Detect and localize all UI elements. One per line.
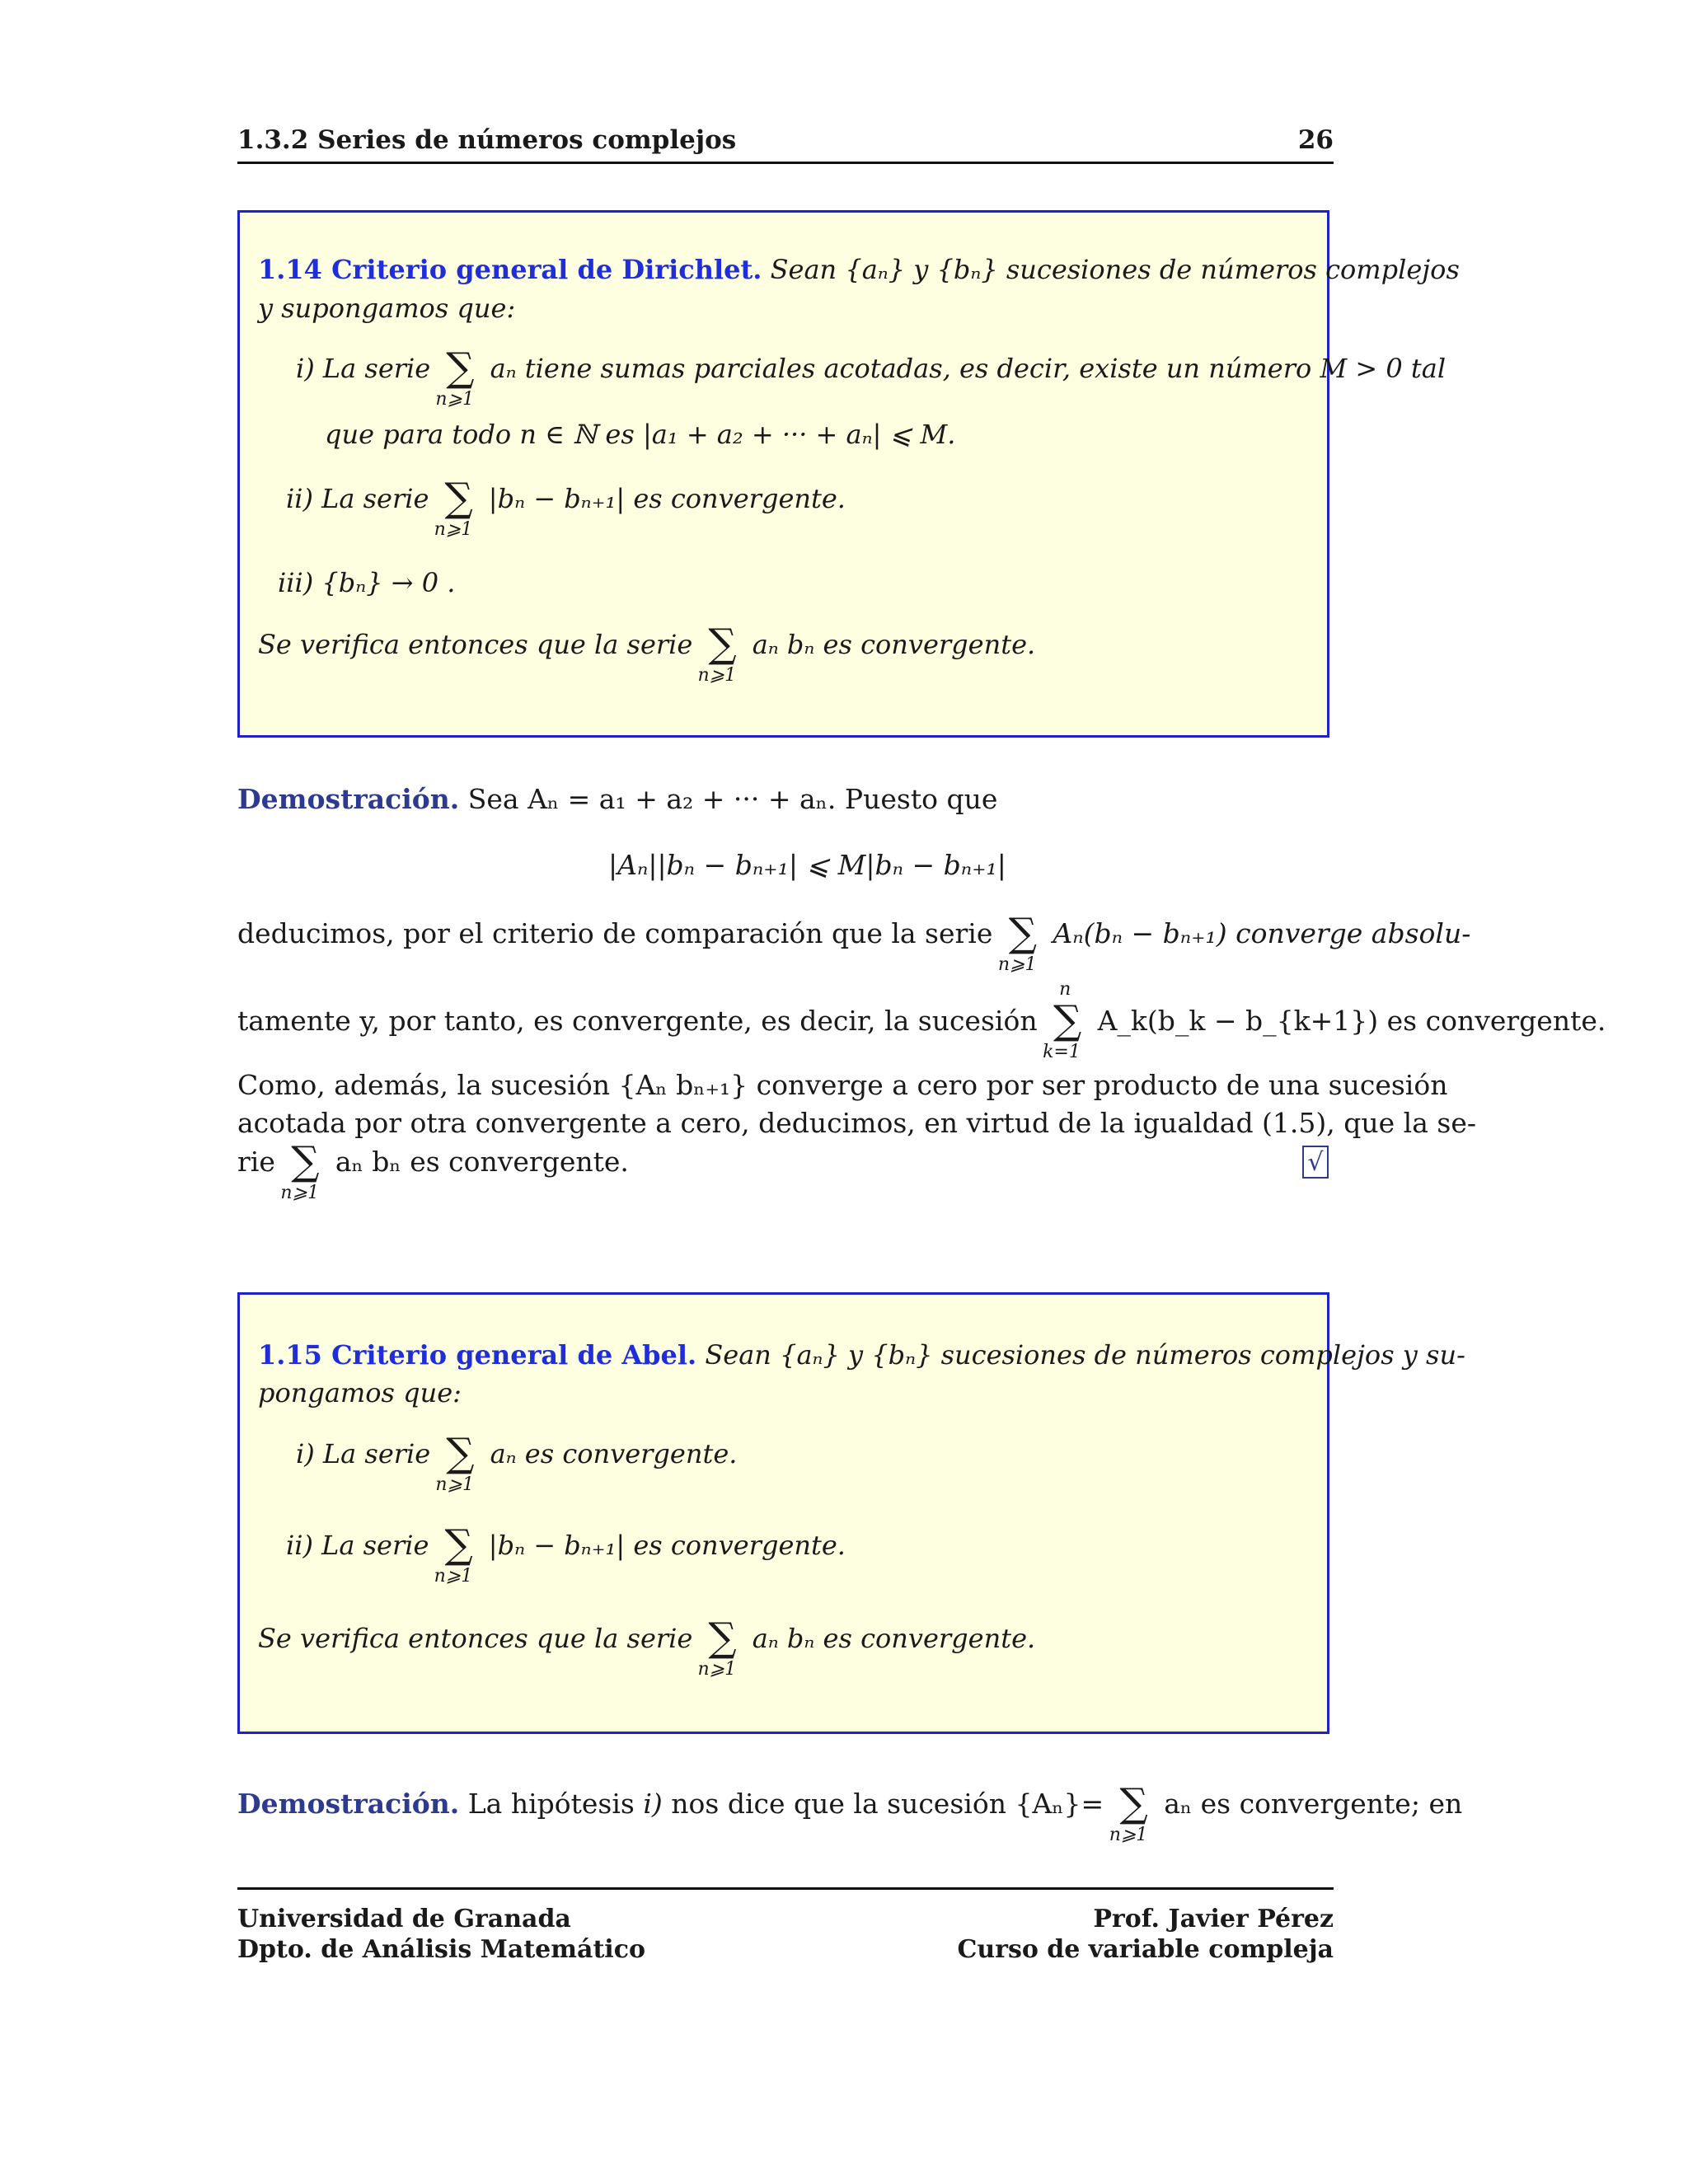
proof-line: [237, 1780, 1463, 1845]
qed-check-icon: √: [1302, 1146, 1329, 1179]
proof-text: tamente y, por tanto, es convergente, es decir, la sucesión: [237, 1005, 1038, 1037]
page-footer: [237, 1887, 1334, 1964]
summation-index: n⩾1: [697, 665, 737, 686]
footer-university: Universidad de Granada: [237, 1905, 571, 1933]
theorem-conclusion: [258, 1615, 1036, 1680]
proof-line: Como, además, la sucesión {Aₙ bₙ₊₁} converge a cero por ser producto de una sucesión: [237, 1069, 1448, 1101]
proof-text: rie: [237, 1146, 275, 1178]
summation-index: n⩾1: [280, 1183, 319, 1203]
item-label: ii): [286, 483, 313, 514]
proof-text: aₙ es convergente; en: [1164, 1788, 1463, 1820]
summation-index: n⩾1: [434, 1566, 473, 1586]
summation-sign: ∑ n⩾1: [697, 1615, 737, 1680]
item-label: iii): [278, 567, 314, 598]
summation-index: n⩾1: [1109, 1825, 1148, 1845]
summation-index: n⩾1: [434, 519, 473, 540]
proof-label: Demostración.: [237, 783, 460, 815]
item-label: i): [296, 1438, 315, 1469]
summation-index: k=1: [1043, 1042, 1081, 1062]
conclusion-text: aₙ bₙ es convergente.: [752, 1623, 1036, 1654]
theorem-intro-line-2: pongamos que:: [258, 1377, 462, 1408]
hypothesis-ii: [286, 475, 846, 540]
theorem-intro-text: Sean {aₙ} y {bₙ} sucesiones de números complejos y su-: [705, 1339, 1465, 1371]
theorem-conclusion: [258, 621, 1036, 686]
item-text: La serie: [321, 1530, 429, 1561]
summation-index: n⩾1: [435, 389, 474, 410]
theorem-title: 1.14 Criterio general de Dirichlet.: [258, 254, 762, 285]
item-label: i): [296, 353, 315, 384]
proof-text: deducimos, por el criterio de comparación que la serie: [237, 917, 993, 949]
running-header: [237, 125, 1334, 164]
theorem-intro-line: [258, 1339, 1465, 1371]
item-text: La serie: [322, 353, 431, 384]
theorem-intro-line: [258, 254, 1460, 285]
summation-sign: ∑ n⩾1: [434, 475, 473, 540]
footer-department: Dpto. de Análisis Matemático: [237, 1935, 645, 1964]
section-title: 1.3.2 Series de números complejos: [237, 125, 737, 155]
footer-course: Curso de variable compleja: [957, 1935, 1334, 1964]
summation-sign: ∑ n⩾1: [280, 1138, 320, 1203]
proof-line: acotada por otra convergente a cero, deducimos, en virtud de la igualdad (1.5), que la se-: [237, 1107, 1476, 1139]
hypothesis-i: [296, 344, 1447, 410]
summation-upper: n: [1059, 979, 1071, 1000]
item-text: aₙ tiene sumas parciales acotadas, es decir, existe un número M > 0 tal: [490, 353, 1447, 384]
proof-text: Aₙ(bₙ − bₙ₊₁) converge absolu-: [1053, 917, 1471, 949]
item-text: La serie: [322, 1438, 431, 1469]
proof-text: La hipótesis: [467, 1788, 635, 1820]
proof-label: Demostración.: [237, 1788, 460, 1820]
proof-text: i): [643, 1788, 663, 1820]
summation-sign: ∑ n⩾1: [997, 910, 1038, 975]
conclusion-text: aₙ bₙ es convergente.: [752, 629, 1036, 660]
proof-line: [237, 979, 1606, 1062]
proof-text: Sea Aₙ = a₁ + a₂ + ··· + aₙ. Puesto que: [467, 783, 998, 815]
summation-index: n⩾1: [697, 1659, 737, 1680]
summation-sign: ∑ n⩾1: [434, 1521, 473, 1586]
page-number: 26: [1297, 125, 1334, 155]
hypothesis-i: [296, 1430, 738, 1495]
item-text: |bₙ − bₙ₊₁| es convergente.: [488, 483, 846, 514]
proof-line: [237, 1138, 629, 1203]
item-text: La serie: [321, 483, 429, 514]
proof-line: [237, 910, 1471, 975]
hypothesis-i-cont: que para todo n ∈ ℕ es |a₁ + a₂ + ··· + aₙ| ⩽ M.: [325, 419, 956, 450]
theorem-box-dirichlet: [237, 210, 1460, 738]
item-text: {bₙ} → 0 .: [321, 567, 456, 598]
item-text: aₙ es convergente.: [490, 1438, 738, 1469]
summation-sign: ∑ n⩾1: [697, 621, 737, 686]
theorem-title: 1.15 Criterio general de Abel.: [258, 1339, 697, 1371]
proof-text: A_k(b_k − b_{k+1}) es convergente.: [1097, 1005, 1606, 1037]
proof-line: [237, 783, 997, 815]
item-label: ii): [286, 1530, 313, 1561]
theorem-box-abel: [237, 1292, 1465, 1734]
summation-sign: ∑ n⩾1: [435, 344, 475, 410]
summation-index: n⩾1: [997, 954, 1037, 975]
footer-author: Prof. Javier Pérez: [1093, 1905, 1334, 1933]
display-equation: |Aₙ||bₙ − bₙ₊₁| ⩽ M|bₙ − bₙ₊₁|: [608, 849, 1006, 881]
item-text: |bₙ − bₙ₊₁| es convergente.: [488, 1530, 846, 1561]
hypothesis-ii: [286, 1521, 846, 1586]
summation-sign: ∑ n⩾1: [1109, 1780, 1148, 1845]
summation-sign: n ∑ k=1: [1043, 979, 1082, 1062]
conclusion-text: Se verifica entonces que la serie: [258, 629, 693, 660]
theorem-intro-text: Sean {aₙ} y {bₙ} sucesiones de números complejos: [770, 254, 1460, 285]
theorem-intro-line-2: y supongamos que:: [258, 293, 516, 324]
proof-text: nos dice que la sucesión {Aₙ}=: [671, 1788, 1104, 1820]
proof-text: aₙ bₙ es convergente.: [335, 1146, 629, 1178]
summation-index: n⩾1: [435, 1474, 474, 1495]
conclusion-text: Se verifica entonces que la serie: [258, 1623, 693, 1654]
summation-sign: ∑ n⩾1: [435, 1430, 475, 1495]
hypothesis-iii: [278, 567, 455, 598]
